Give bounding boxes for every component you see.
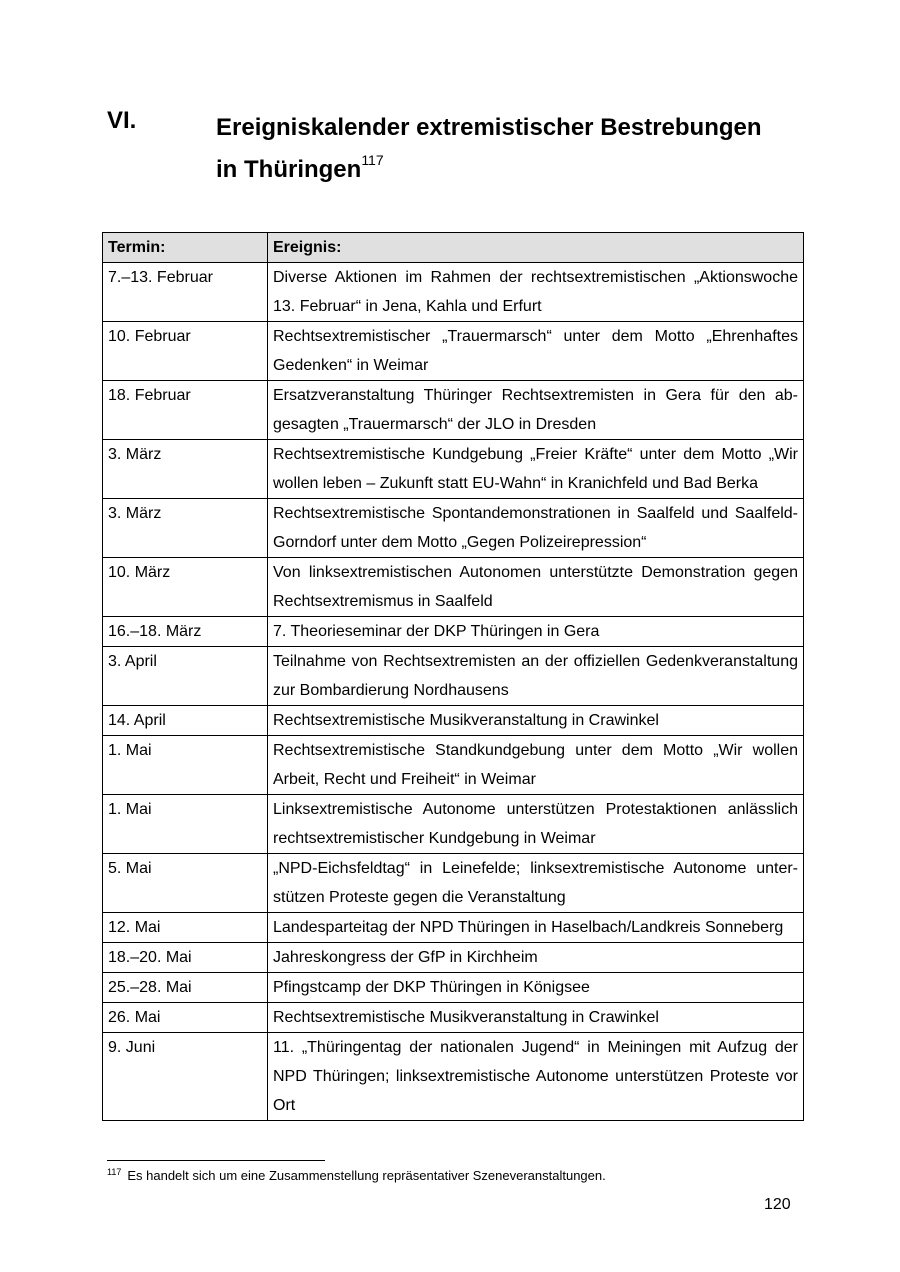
row-date: 7.–13. Februar [103,263,268,322]
row-date: 1. Mai [103,736,268,795]
table-row [103,381,804,440]
section-title-line2: in Thüringen [216,156,362,183]
row-event: Rechtsextremistischer „Trauermarsch“ unter dem Motto „Ehrenhaftes Gedenken“ in Weimar [268,322,804,381]
row-date: 26. Mai [103,1003,268,1033]
table-row [103,558,804,617]
row-date: 18. Februar [103,381,268,440]
row-date: 5. Mai [103,854,268,913]
header-event: Ereignis: [268,233,804,263]
section-title-line1: Ereigniskalender extremistischer Bestrebungen [216,114,762,141]
row-event: Rechtsextremistische Standkundgebung unter dem Motto „Wir wollen Arbeit, Recht und Freiheit“ in Weimar [268,736,804,795]
row-date: 3. April [103,647,268,706]
row-date: 12. Mai [103,913,268,943]
header-date: Termin: [103,233,268,263]
section-title [216,107,796,193]
row-date: 18.–20. Mai [103,943,268,973]
table-row [103,736,804,795]
section-number: VI. [107,107,137,134]
row-date: 1. Mai [103,795,268,854]
row-date: 3. März [103,440,268,499]
row-event: Von linksextremistischen Autonomen unterstützte Demonstration gegen Rechtsextremismus in Saalfeld [268,558,804,617]
footnote-number: 117 [107,1167,122,1177]
table-row [103,913,804,943]
row-event: Jahreskongress der GfP in Kirchheim [268,943,804,973]
table-row [103,647,804,706]
table-row [103,1033,804,1121]
table-row [103,854,804,913]
row-date: 9. Juni [103,1033,268,1121]
row-event: Rechtsextremistische Musikveranstaltung in Crawinkel [268,706,804,736]
table-row [103,617,804,647]
row-event: Linksextremistische Autonome unterstützen Protestaktionen anlässlich rechtsextremistischer Kundgebung in Weimar [268,795,804,854]
row-date: 3. März [103,499,268,558]
page-number: 120 [764,1196,791,1213]
table-row [103,322,804,381]
footnote-text: Es handelt sich um eine Zusammenstellung repräsentativer Szeneveranstaltungen. [127,1168,606,1183]
row-event: Rechtsextremistische Kundgebung „Freier Kräfte“ unter dem Motto „Wir wollen leben – Zukunft statt EU-Wahn“ in Kranichfeld und Bad Berka [268,440,804,499]
table-header-row [103,233,804,263]
row-event: Rechtsextremistische Musikveranstaltung in Crawinkel [268,1003,804,1033]
table-row [103,1003,804,1033]
row-event: Diverse Aktionen im Rahmen der rechtsextremistischen „Aktionswoche 13. Februar“ in Jena, Kahla und Erfurt [268,263,804,322]
row-event: Teilnahme von Rechtsextremisten an der offiziellen Gedenkveranstaltung zur Bombardierung Nordhausens [268,647,804,706]
row-event: 7. Theorieseminar der DKP Thüringen in Gera [268,617,804,647]
footnote-divider [107,1160,325,1161]
row-event: Landesparteitag der NPD Thüringen in Haselbach/Landkreis Sonneberg [268,913,804,943]
row-date: 10. März [103,558,268,617]
row-event: „NPD-Eichsfeldtag“ in Leinefelde; linksextremistische Autonome unterstützen Proteste gegen die Veranstaltung [268,854,804,913]
row-date: 14. April [103,706,268,736]
footnote-reference[interactable]: 117 [361,152,384,168]
table-row [103,263,804,322]
table-row [103,440,804,499]
table-row [103,973,804,1003]
row-date: 10. Februar [103,322,268,381]
table-row [103,706,804,736]
row-event: 11. „Thüringentag der nationalen Jugend“ in Meiningen mit Aufzug der NPD Thüringen; linksextremistische Autonome unterstützen Proteste vor Ort [268,1033,804,1121]
row-date: 16.–18. März [103,617,268,647]
row-event: Pfingstcamp der DKP Thüringen in Königsee [268,973,804,1003]
row-event: Rechtsextremistische Spontandemonstrationen in Saalfeld und Saalfeld-Gorndorf unter dem Motto „Gegen Polizeirepression“ [268,499,804,558]
event-calendar-table [102,232,804,1121]
row-event: Ersatzveranstaltung Thüringer Rechtsextremisten in Gera für den abgesagten „Trauermarsch“ der JLO in Dresden [268,381,804,440]
table-row [103,795,804,854]
row-date: 25.–28. Mai [103,973,268,1003]
footnote [107,1168,606,1183]
table-row [103,943,804,973]
table-row [103,499,804,558]
